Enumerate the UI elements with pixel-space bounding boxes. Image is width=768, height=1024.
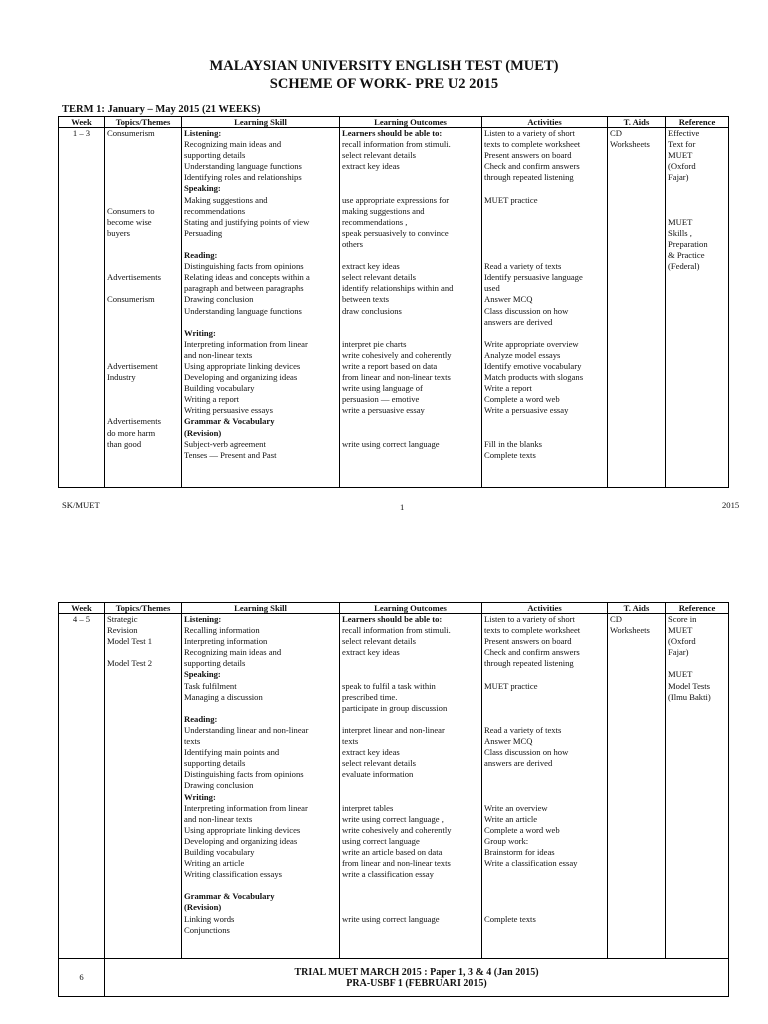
cell-line: MUET practice [484,194,538,205]
cell-line: Complete texts [484,449,536,460]
document-subtitle: SCHEME OF WORK- PRE U2 2015 [269,76,499,92]
cell-line: write cohesively and coherently [342,824,452,835]
cell-line: Developing and organizing ideas [184,835,298,846]
cell-line: Write a persuasive essay [484,405,569,416]
trial-line-1: TRIAL MUET MARCH 2015 : Paper 1, 3 & 4 (Jan 2015) [294,966,539,978]
cell-line: Consumerism [107,294,155,305]
cell-line [107,328,179,339]
cell-line [484,692,605,703]
cell-line [668,658,726,669]
header-activities: Activities [482,603,608,614]
footer-year: 2015 [722,500,740,510]
cell-line: Advertisements [107,416,161,427]
cell-line [342,880,479,891]
cell-line [668,206,726,217]
cell-line: Grammar & Vocabulary [184,416,275,427]
cell-line: & Practice [668,250,705,261]
learning-skill-cell [182,128,340,488]
cell-line: MUET [668,216,693,227]
cell-line: and non-linear texts [184,813,253,824]
cell-line: (Oxford [668,161,696,172]
cell-line: MUET [668,625,693,636]
cell-line: supporting details [184,150,246,161]
cell-line [484,780,605,791]
cell-line: select relevant details [342,758,416,769]
cell-line [107,350,179,361]
header-reference: Reference [666,603,729,614]
cell-line: identify relationships within and [342,283,454,294]
cell-line [484,428,605,439]
cell-line: CD [610,128,622,138]
reference-cell [666,128,729,488]
cell-line [484,880,605,891]
cell-line: write cohesively and coherently [342,349,452,360]
cell-line: Writing a report [184,394,240,405]
cell-line: Strategic [107,614,138,624]
cell-line: extract key ideas [342,747,400,758]
cell-line: Understanding language functions [184,161,302,172]
cell-line: Identify persuasive language [484,272,583,283]
cell-line [484,891,605,902]
cell-line [342,902,479,913]
cell-line: Speaking: [184,669,221,680]
trial-line-2: PRA-USBF 1 (FEBRUARI 2015) [346,977,487,989]
cell-line: (Federal) [668,261,700,272]
cell-line: Skills , [668,227,692,238]
cell-line: Worksheets [610,625,650,636]
cell-line: Writing: [184,791,216,802]
cell-line [107,405,179,416]
cell-line: Answer MCQ [484,294,533,305]
cell-line: Check and confirm answers [484,161,580,172]
cell-line: using correct language [342,835,420,846]
cell-line: Complete texts [484,913,536,924]
cell-line: participate in group discussion [342,702,448,713]
cell-line: Text for [668,139,696,150]
term-heading: TERM 1: January – May 2015 (21 WEEKS) [62,104,261,115]
cell-line: Subject-verb agreement [184,438,266,449]
cell-line: Model Tests [668,680,710,691]
cell-line: Complete a word web [484,824,560,835]
cell-line: draw conclusions [342,305,402,316]
cell-line: texts to complete worksheet [484,139,581,150]
cell-line [484,902,605,913]
cell-line: Interpreting information from linear [184,338,308,349]
cell-line: Recalling information [184,625,260,636]
cell-line: persuasion — emotive [342,394,420,405]
cell-line: others [342,238,364,249]
cell-line: CD [610,614,622,624]
cell-line [484,228,605,239]
cell-line: Drawing conclusion [184,780,254,791]
cell-line: Building vocabulary [184,383,255,394]
header-topics: Topics/Themes [105,603,182,614]
cell-line: write using correct language , [342,813,444,824]
cell-line [107,183,179,194]
cell-line: MUET [668,669,693,680]
cell-line: write a classification essay [342,869,434,880]
cell-line: from linear and non-linear texts [342,858,451,869]
cell-line: Present answers on board [484,636,572,647]
cell-line: Speaking: [184,183,221,194]
cell-line: than good [107,438,142,449]
cell-line [107,139,179,150]
cell-line [107,283,179,294]
document-title: MALAYSIAN UNIVERSITY ENGLISH TEST (MUET) [209,58,559,74]
cell-line: Writing persuasive essays [184,405,273,416]
cell-line: Reading: [184,713,218,724]
cell-line: Conjunctions [184,924,230,935]
cell-line: Writing: [184,327,216,338]
activities-cell [482,128,608,488]
cell-line: supporting details [184,758,246,769]
cell-line: Write an overview [484,802,548,813]
cell-line: Read a variety of texts [484,261,562,272]
cell-line [342,658,479,669]
cell-line: Industry [107,372,136,383]
cell-line [484,206,605,217]
cell-line [484,769,605,780]
cell-line: interpret linear and non-linear [342,724,445,735]
cell-line [484,328,605,339]
cell-line [184,239,337,250]
cell-line: write using correct language [342,913,440,924]
cell-line: texts [342,736,359,747]
cell-line: paragraph and between paragraphs [184,283,304,294]
cell-line [342,317,479,328]
cell-line [107,394,179,405]
trial-exam-cell [105,959,729,997]
cell-line [342,428,479,439]
cell-line [184,880,337,891]
cell-line [342,891,479,902]
cell-line: Listen to a variety of short [484,614,575,624]
cell-line: Advertisements [107,272,161,283]
cell-line [342,780,479,791]
cell-line [184,317,337,328]
cell-line: Score in [668,614,697,624]
cell-line: Brainstorm for ideas [484,846,555,857]
cell-line [484,183,605,194]
cell-line: Fill in the blanks [484,438,543,449]
header-teaching-aids: T. Aids [608,603,666,614]
header-learning-outcomes: Learning Outcomes [340,117,482,128]
cell-line [107,261,179,272]
cell-line [107,339,179,350]
topics-cell [105,614,182,959]
header-learning-skill: Learning Skill [182,603,340,614]
cell-line: Managing a discussion [184,691,263,702]
cell-line: prescribed time. [342,691,398,702]
cell-line: Group work: [484,835,529,846]
cell-line [342,792,479,803]
cell-line: write using correct language [342,438,440,449]
cell-line [342,183,479,194]
cell-line: evaluate information [342,769,414,780]
cell-line: write a persuasive essay [342,405,425,416]
cell-line: Task fulfilment [184,680,237,691]
cell-line: used [484,283,500,294]
cell-line [342,250,479,261]
cell-line: become wise [107,216,152,227]
cell-line: extract key ideas [342,261,400,272]
cell-line: (Revision) [184,902,222,913]
topics-cell [105,128,182,488]
cell-line [107,195,179,206]
cell-line: Read a variety of texts [484,724,562,735]
cell-line: Using appropriate linking devices [184,360,301,371]
cell-line [484,217,605,228]
cell-line [107,647,179,658]
cell-line: select relevant details [342,272,416,283]
cell-line [342,669,479,680]
activities-cell [482,614,608,959]
cell-line: (Revision) [184,427,222,438]
cell-line: recall information from stimuli. [342,625,451,636]
cell-line: write using language of [342,383,423,394]
cell-line: Match products with slogans [484,372,584,383]
cell-line: Consumerism [107,128,155,138]
cell-line [484,669,605,680]
cell-line: texts [184,736,201,747]
cell-line [107,172,179,183]
cell-line: recommendations [184,205,246,216]
cell-line: Making suggestions and [184,194,268,205]
cell-line: Write a classification essay [484,858,578,869]
cell-line: Model Test 1 [107,636,153,647]
cell-line: Preparation [668,238,708,249]
cell-line: write a report based on data [342,360,438,371]
cell-line: supporting details [184,658,246,669]
cell-line: interpret tables [342,802,394,813]
cell-line: recommendations , [342,216,408,227]
cell-line [484,703,605,714]
cell-line [484,869,605,880]
cell-line: Interpreting information [184,636,268,647]
cell-line: Model Test 2 [107,658,153,669]
cell-line: Learners should be able to: [342,128,443,138]
cell-line [484,239,605,250]
cell-line: recall information from stimuli. [342,139,451,150]
cell-line: select relevant details [342,636,416,647]
cell-line: use appropriate expressions for [342,194,450,205]
cell-line: Advertisement [107,360,158,371]
header-week: Week [59,603,105,614]
cell-line [342,328,479,339]
cell-line: Building vocabulary [184,846,255,857]
cell-line: speak to fulfil a task within [342,680,436,691]
cell-line: Recognizing main ideas and [184,139,282,150]
cell-line: Reading: [184,250,218,261]
cell-line: Identifying main points and [184,747,280,758]
cell-line [342,416,479,427]
cell-line: select relevant details [342,150,416,161]
cell-line [484,792,605,803]
cell-line [484,416,605,427]
cell-line [668,183,726,194]
footer-left: SK/MUET [62,500,100,510]
cell-line [107,383,179,394]
cell-line [107,306,179,317]
cell-line: Listening: [184,614,222,624]
cell-line: Developing and organizing ideas [184,372,298,383]
cell-line [107,250,179,261]
cell-line: Class discussion on how [484,305,569,316]
cell-line: Listening: [184,128,222,138]
cell-line: extract key ideas [342,647,400,658]
cell-line: Consumers to [107,205,155,216]
cell-line: do more harm [107,427,156,438]
cell-line: Drawing conclusion [184,294,254,305]
header-activities: Activities [482,117,608,128]
week-cell: 4 – 5 [59,614,105,959]
cell-line: Answer MCQ [484,736,533,747]
cell-line: MUET practice [484,680,538,691]
cell-line: extract key ideas [342,161,400,172]
cell-line [668,195,726,206]
cell-line: Fajar) [668,172,689,183]
cell-line: Understanding linear and non-linear [184,724,309,735]
cell-line: through repeated listening [484,172,574,183]
learning-outcomes-cell [340,128,482,488]
cell-line: Distinguishing facts from opinions [184,769,304,780]
cell-line: Stating and justifying points of view [184,216,310,227]
teaching-aids-cell [608,128,666,488]
scheme-table-page-2 [58,602,729,997]
cell-line: Check and confirm answers [484,647,580,658]
cell-line: Writing classification essays [184,869,282,880]
cell-line: Class discussion on how [484,747,569,758]
cell-line: Worksheets [610,139,650,150]
cell-line [107,317,179,328]
cell-line: between texts [342,294,390,305]
cell-line [342,172,479,183]
cell-line: Linking words [184,913,235,924]
cell-line [342,714,479,725]
header-learning-skill: Learning Skill [182,117,340,128]
learning-outcomes-cell [340,614,482,959]
cell-line: Complete a word web [484,394,560,405]
header-teaching-aids: T. Aids [608,117,666,128]
header-week: Week [59,117,105,128]
cell-line: Relating ideas and concepts within a [184,272,310,283]
cell-line: interpret pie charts [342,338,407,349]
cell-line: Grammar & Vocabulary [184,891,275,902]
cell-line: making suggestions and [342,205,425,216]
cell-line: Understanding language functions [184,305,302,316]
learning-skill-cell [182,614,340,959]
cell-line [484,714,605,725]
cell-line: answers are derived [484,316,553,327]
week-cell: 1 – 3 [59,128,105,488]
cell-line: MUET [668,150,693,161]
cell-line: from linear and non-linear texts [342,372,451,383]
cell-line: Writing an article [184,858,245,869]
teaching-aids-cell [608,614,666,959]
cell-line: Distinguishing facts from opinions [184,261,304,272]
cell-line [484,250,605,261]
cell-line: Recognizing main ideas and [184,647,282,658]
cell-line: write an article based on data [342,846,443,857]
cell-line: buyers [107,227,130,238]
cell-line: Analyze model essays [484,349,561,360]
cell-line: Revision [107,625,138,636]
footer-page-number: 1 [400,502,405,512]
cell-line: Write a report [484,383,532,394]
cell-line: Using appropriate linking devices [184,824,301,835]
header-topics: Topics/Themes [105,117,182,128]
trial-week-cell: 6 [59,959,105,997]
cell-line: (Ilmu Bakti) [668,691,711,702]
cell-line: speak persuasively to convince [342,227,449,238]
scheme-table-page-1 [58,116,729,488]
cell-line: through repeated listening [484,658,574,669]
cell-line: Effective [668,128,700,138]
cell-line: Identifying roles and relationships [184,172,302,183]
cell-line [107,161,179,172]
cell-line: Tenses — Present and Past [184,449,277,460]
cell-line: Identify emotive vocabulary [484,360,582,371]
cell-line: Interpreting information from linear [184,802,308,813]
cell-line: Write appropriate overview [484,338,579,349]
header-reference: Reference [666,117,729,128]
cell-line: Present answers on board [484,150,572,161]
cell-line: Learners should be able to: [342,614,443,624]
cell-line: Fajar) [668,647,689,658]
reference-cell [666,614,729,959]
cell-line: Persuading [184,227,223,238]
cell-line: answers are derived [484,758,553,769]
header-learning-outcomes: Learning Outcomes [340,603,482,614]
cell-line: Listen to a variety of short [484,128,575,138]
cell-line: texts to complete worksheet [484,625,581,636]
cell-line [184,703,337,714]
cell-line [107,239,179,250]
cell-line: (Oxford [668,636,696,647]
cell-line [107,150,179,161]
cell-line: Write an article [484,813,538,824]
cell-line: and non-linear texts [184,349,253,360]
